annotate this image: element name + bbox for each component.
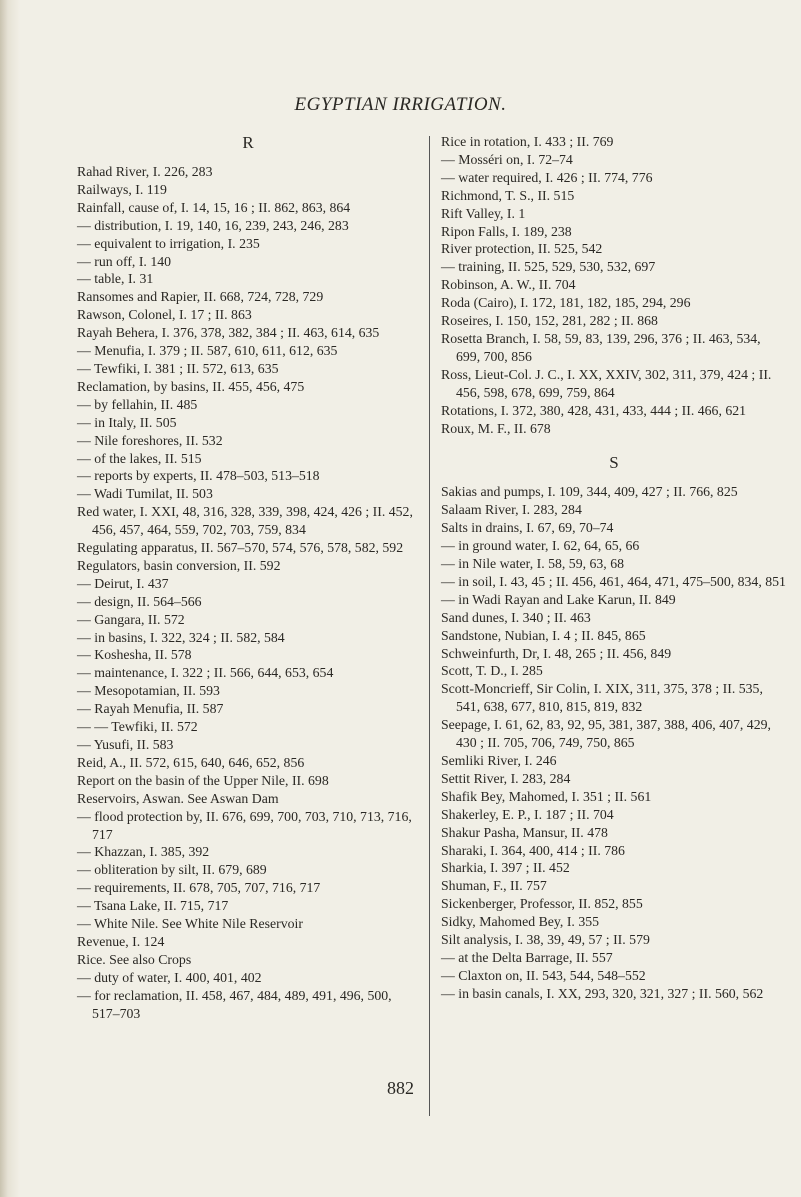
index-entry: — Rayah Menufia, II. 587 [77,701,224,717]
index-entry: Silt analysis, I. 38, 39, 49, 57 ; II. 579 [441,932,650,948]
index-entry: Railways, I. 119 [77,181,167,197]
index-entry: — Mesopotamian, II. 593 [77,683,220,699]
index-entry: Roux, M. F., II. 678 [441,420,551,436]
index-entry: — for reclamation, II. 458, 467, 484, 489, 491, 496, 500, 517–703 [77,987,392,1021]
entry-list-s [441,483,787,1002]
index-entry: Roseires, I. 150, 152, 281, 282 ; II. 868 [441,313,658,329]
index-entry: River protection, II. 525, 542 [441,241,603,257]
index-entry: — Gangara, II. 572 [77,611,185,627]
index-entry: Shuman, F., II. 757 [441,878,547,894]
index-entry: Rotations, I. 372, 380, 428, 431, 433, 444 ; II. 466, 621 [441,402,747,418]
index-entry: — Deirut, I. 437 [77,575,169,591]
index-entry: — requirements, II. 678, 705, 707, 716, 717 [77,880,321,896]
index-entry: — by fellahin, II. 485 [77,396,198,412]
index-entry: — White Nile. See White Nile Reservoir [77,916,303,932]
index-entry: — equivalent to irrigation, I. 235 [77,235,260,251]
index-entry: — Koshesha, II. 578 [77,647,192,663]
index-entry: — Tewfiki, I. 381 ; II. 572, 613, 635 [77,360,279,376]
index-entry: — design, II. 564–566 [77,593,202,609]
index-entry: Sand dunes, I. 340 ; II. 463 [441,609,591,625]
index-entry: Rayah Behera, I. 376, 378, 382, 384 ; II. 463, 614, 635 [77,325,380,341]
index-entry: — — Tewfiki, II. 572 [77,719,198,735]
index-entry: Rawson, Colonel, I. 17 ; II. 863 [77,307,252,323]
index-entry: Report on the basin of the Upper Nile, II. 698 [77,772,329,788]
index-entry: Salts in drains, I. 67, 69, 70–74 [441,520,614,536]
index-entry: Scott, T. D., I. 285 [441,663,543,679]
index-entry: — distribution, I. 19, 140, 16, 239, 243, 246, 283 [77,217,349,233]
index-entry: — Mosséri on, I. 72–74 [441,151,573,167]
index-entry: — Tsana Lake, II. 715, 717 [77,898,229,914]
index-entry: Reservoirs, Aswan. See Aswan Dam [77,790,279,806]
index-entry: — in soil, I. 43, 45 ; II. 456, 461, 464, 471, 475–500, 834, 851 [441,573,786,589]
index-entry: — in basins, I. 322, 324 ; II. 582, 584 [77,629,285,645]
index-column-left [77,133,419,1023]
index-entry: Rosetta Branch, I. 58, 59, 83, 139, 296, 376 ; II. 463, 534, 699, 700, 856 [441,330,761,364]
index-entry: Red water, I. XXI, 48, 316, 328, 339, 398, 424, 426 ; II. 452, 456, 457, 464, 559, 702, 703, 759, 834 [77,504,413,538]
index-entry: Salaam River, I. 283, 284 [441,502,582,518]
index-entry: — Menufia, I. 379 ; II. 587, 610, 611, 612, 635 [77,343,338,359]
index-entry: Reid, A., II. 572, 615, 640, 646, 652, 856 [77,754,305,770]
index-entry: Sharaki, I. 364, 400, 414 ; II. 786 [441,842,625,858]
index-entry: — Yusufi, II. 583 [77,737,174,752]
section-letter-r: R [242,133,254,152]
page-binding-edge [0,0,20,1197]
index-entry: Sandstone, Nubian, I. 4 ; II. 845, 865 [441,627,646,643]
index-entry: Shakerley, E. P., I. 187 ; II. 704 [441,806,614,822]
index-entry: — in ground water, I. 62, 64, 65, 66 [441,538,640,554]
section-letter-s: S [609,453,619,473]
index-entry: — Khazzan, I. 385, 392 [77,844,210,860]
index-entry: — table, I. 31 [77,271,154,287]
index-entry: Shafik Bey, Mahomed, I. 351 ; II. 561 [441,788,652,804]
index-entry: Sickenberger, Professor, II. 852, 855 [441,896,643,912]
index-entry: — Wadi Tumilat, II. 503 [77,486,213,502]
index-entry: — run off, I. 140 [77,253,172,269]
index-entry: Revenue, I. 124 [77,933,165,949]
index-entry: Sidky, Mahomed Bey, I. 355 [441,914,600,930]
index-entry: — in basin canals, I. XX, 293, 320, 321, 327 ; II. 560, 562 [441,985,764,1001]
index-entry: Schweinfurth, Dr, I. 48, 265 ; II. 456, 849 [441,645,672,661]
index-entry: — at the Delta Barrage, II. 557 [441,949,613,965]
index-entry: — flood protection by, II. 676, 699, 700, 703, 710, 713, 716, 717 [77,808,412,842]
page-number: 882 [387,1078,414,1098]
index-entry: — maintenance, I. 322 ; II. 566, 644, 653, 654 [77,665,334,681]
index-entry: — water required, I. 426 ; II. 774, 776 [441,169,653,185]
index-entry: — Claxton on, II. 543, 544, 548–552 [441,967,646,983]
index-entry: Reclamation, by basins, II. 455, 456, 475 [77,378,305,394]
index-entry: Regulating apparatus, II. 567–570, 574, 576, 578, 582, 592 [77,540,404,556]
index-entry: Rainfall, cause of, I. 14, 15, 16 ; II. 862, 863, 864 [77,199,351,215]
index-entry: — duty of water, I. 400, 401, 402 [77,969,262,985]
index-entry: — obliteration by silt, II. 679, 689 [77,862,267,878]
column-divider [429,136,430,1116]
index-entry: Seepage, I. 61, 62, 83, 92, 95, 381, 387, 388, 406, 407, 429, 430 ; II. 705, 706, 749, 750, 865 [441,717,771,751]
index-entry: Semliki River, I. 246 [441,753,557,768]
index-entry: — reports by experts, II. 478–503, 513–518 [77,468,320,484]
index-entry: Regulators, basin conversion, II. 592 [77,557,281,573]
index-entry: — in Wadi Rayan and Lake Karun, II. 849 [441,591,676,607]
index-entry: Rice. See also Crops [77,951,192,967]
entry-list-r [77,163,419,1023]
index-entry: Ripon Falls, I. 189, 238 [441,223,572,239]
index-entry: Richmond, T. S., II. 515 [441,187,575,203]
index-entry: Settit River, I. 283, 284 [441,770,571,786]
index-entry: — training, II. 525, 529, 530, 532, 697 [441,259,656,275]
index-entry: Rift Valley, I. 1 [441,205,526,221]
index-entry: Rice in rotation, I. 433 ; II. 769 [441,134,614,149]
index-entry: — in Italy, II. 505 [77,414,177,430]
index-entry: Roda (Cairo), I. 172, 181, 182, 185, 294, 296 [441,295,691,311]
index-entry: Rahad River, I. 226, 283 [77,164,213,179]
index-entry: — of the lakes, II. 515 [77,450,202,466]
index-entry: Ross, Lieut-Col. J. C., I. XX, XXIV, 302, 311, 379, 424 ; II. 456, 598, 678, 699, 759, 864 [441,366,772,400]
index-entry: Robinson, A. W., II. 704 [441,277,576,293]
entry-list-r-continued [441,133,787,437]
index-entry: Ransomes and Rapier, II. 668, 724, 728, 729 [77,289,324,305]
index-entry: — Nile foreshores, II. 532 [77,432,223,448]
index-entry: Sakias and pumps, I. 109, 344, 409, 427 ; II. 766, 825 [441,484,738,500]
index-entry: Shakur Pasha, Mansur, II. 478 [441,824,608,840]
running-head: EGYPTIAN IRRIGATION. [294,94,507,115]
index-entry: Sharkia, I. 397 ; II. 452 [441,860,570,876]
index-entry: Scott-Moncrieff, Sir Colin, I. XIX, 311, 375, 378 ; II. 535, 541, 638, 677, 810, 815, 819, 832 [441,681,763,715]
index-column-right [441,133,787,1003]
index-entry: — in Nile water, I. 58, 59, 63, 68 [441,556,624,572]
